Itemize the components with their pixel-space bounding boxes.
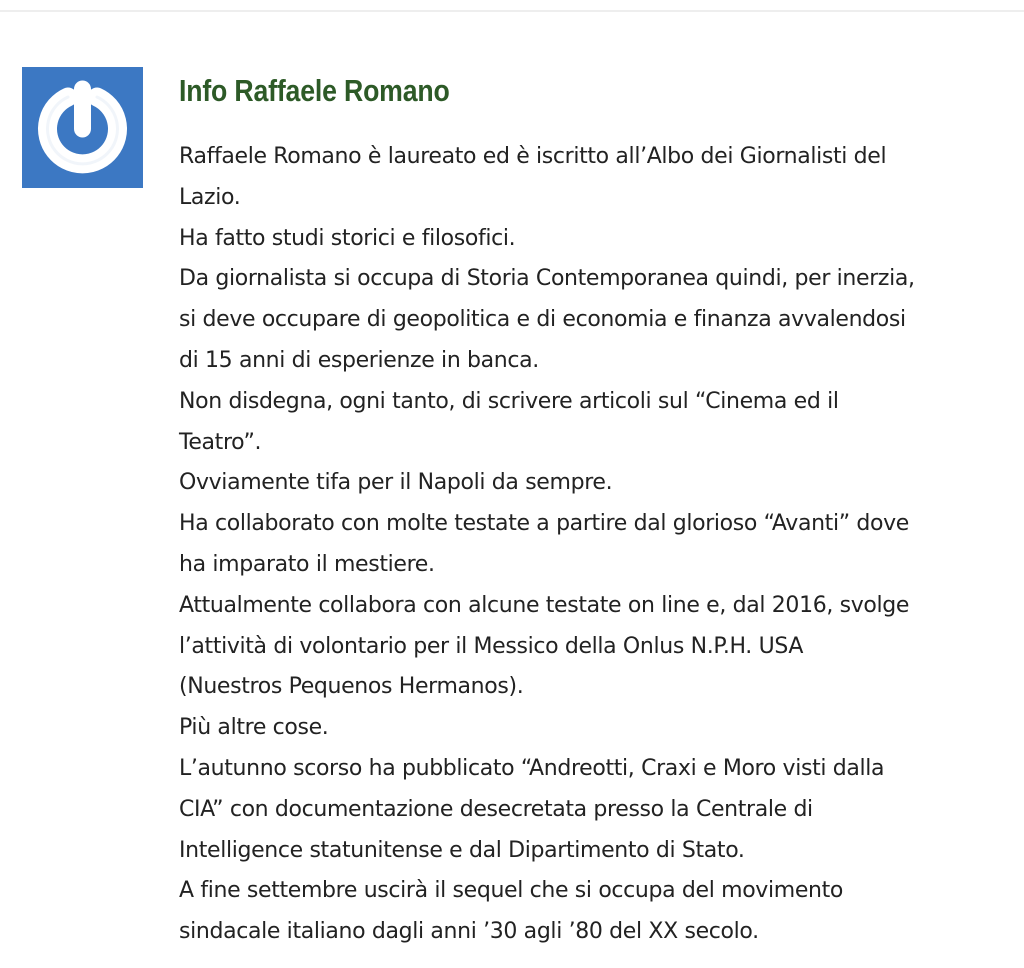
bio-line: Teatro”. <box>179 429 262 455</box>
bio-line: (Nuestros Pequenos Hermanos). <box>179 674 524 700</box>
bio-line: Ha fatto studi storici e filosofici. <box>179 225 516 251</box>
author-content <box>179 67 1024 945</box>
top-divider <box>0 10 1024 12</box>
bio-line: Attualmente collabora con alcune testate on line e, dal 2016, svolge <box>179 592 910 618</box>
bio-line: Da giornalista si occupa di Storia Contemporanea quindi, per inerzia, <box>179 266 915 292</box>
author-bio <box>179 137 1024 953</box>
power-icon <box>22 67 143 188</box>
bio-line: Lazio. <box>179 184 241 210</box>
bio-line: L’autunno scorso ha pubblicato “Andreotti, Craxi e Moro visti dalla <box>179 755 885 781</box>
bio-line: CIA” con documentazione desecretata presso la Centrale di <box>179 796 813 822</box>
bio-line: Ovviamente tifa per il Napoli da sempre. <box>179 470 613 496</box>
bio-line: Raffaele Romano è laureato ed è iscritto all’Albo dei Giornalisti del <box>179 144 887 169</box>
author-title: Info Raffaele Romano <box>179 73 450 108</box>
bio-line: l’attività di volontario per il Messico della Onlus N.P.H. USA <box>179 633 804 659</box>
bio-line: A fine settembre uscirà il sequel che si occupa del movimento <box>179 878 843 904</box>
bio-line: Non disdegna, ogni tanto, di scrivere articoli sul “Cinema ed il <box>179 388 839 414</box>
bio-line: ha imparato il mestiere. <box>179 551 435 577</box>
bio-line: Intelligence statunitense e dal Dipartimento di Stato. <box>179 837 745 863</box>
bio-line: Ha collaborato con molte testate a partire dal glorioso “Avanti” dove <box>179 511 909 537</box>
bio-line: sindacale italiano dagli anni ’30 agli ’80 del XX secolo. <box>179 919 759 945</box>
bio-line: Più altre cose. <box>179 715 329 741</box>
avatar <box>22 67 143 188</box>
bio-line: si deve occupare di geopolitica e di economia e finanza avvalendosi <box>179 307 906 333</box>
bio-line: di 15 anni di esperienze in banca. <box>179 347 539 373</box>
